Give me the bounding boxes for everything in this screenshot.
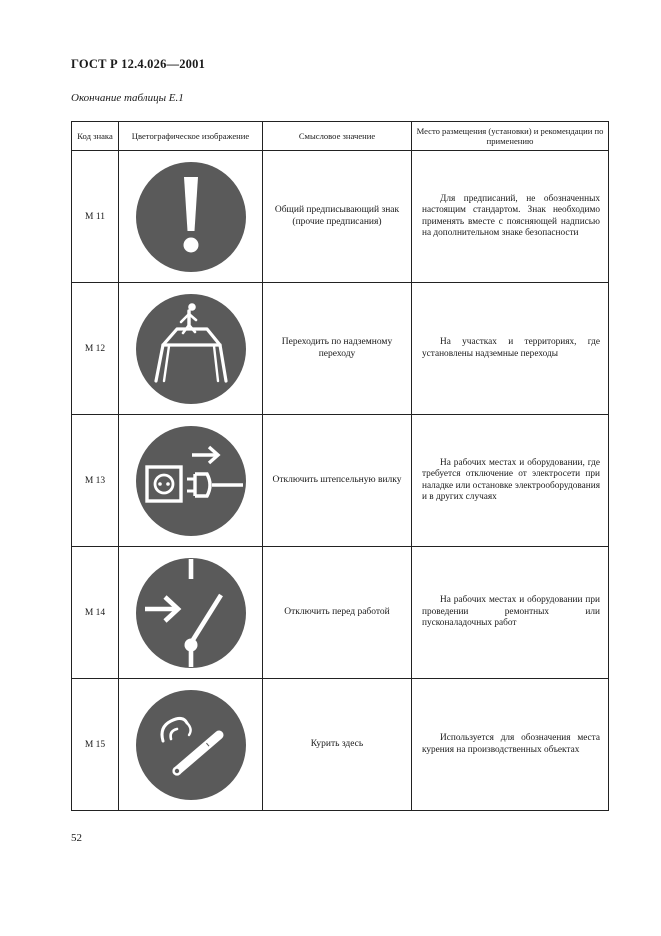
sign-recommendation: Используется для обозначения места курения на производственных объектах (412, 679, 609, 811)
sign-image (119, 679, 263, 811)
sign-image (119, 283, 263, 415)
sign-recommendation: Для предписаний, не обозначенных настоящим стандартом. Знак необходимо применять вместе с поясняющей надписью на дополнительном знаке безопасности (412, 151, 609, 283)
sign-image (119, 415, 263, 547)
sign-code: М 11 (72, 151, 119, 283)
unplug-icon (135, 425, 247, 537)
sign-meaning: Переходить по надземному переходу (263, 283, 412, 415)
column-header-image: Цветографическое изображение (119, 122, 263, 151)
cigarette-smoking-icon (135, 689, 247, 801)
sign-code: М 12 (72, 283, 119, 415)
document-code: ГОСТ Р 12.4.026—2001 (71, 57, 206, 71)
table-row (72, 547, 609, 679)
sign-recommendation: На рабочих местах и оборудовании, где требуется отключение от электросети при наладке или остановке электрооборудования и в других случаях (412, 415, 609, 547)
table-row (72, 679, 609, 811)
sign-code: М 14 (72, 547, 119, 679)
table-caption: Окончание таблицы Е.1 (71, 92, 184, 104)
column-header-recommendation: Место размещения (установки) и рекомендации по применению (412, 122, 609, 151)
sign-image (119, 151, 263, 283)
column-header-code: Код знака (72, 122, 119, 151)
sign-meaning: Общий предписывающий знак (прочие предписания) (263, 151, 412, 283)
exclamation-mark-icon (135, 161, 247, 273)
signs-table (71, 121, 609, 811)
sign-meaning: Отключить штепсельную вилку (263, 415, 412, 547)
sign-recommendation: На участках и территориях, где установлены надземные переходы (412, 283, 609, 415)
sign-code: М 13 (72, 415, 119, 547)
table-row (72, 151, 609, 283)
table-header-row (72, 122, 609, 151)
page-number: 52 (71, 832, 82, 844)
table-row (72, 415, 609, 547)
table-row (72, 283, 609, 415)
sign-recommendation: На рабочих местах и оборудовании при проведении ремонтных или пусконаладочных работ (412, 547, 609, 679)
switch-off-icon (135, 557, 247, 669)
column-header-meaning: Смысловое значение (263, 122, 412, 151)
overhead-crossing-icon (135, 293, 247, 405)
sign-meaning: Отключить перед работой (263, 547, 412, 679)
sign-image (119, 547, 263, 679)
sign-code: М 15 (72, 679, 119, 811)
sign-meaning: Курить здесь (263, 679, 412, 811)
